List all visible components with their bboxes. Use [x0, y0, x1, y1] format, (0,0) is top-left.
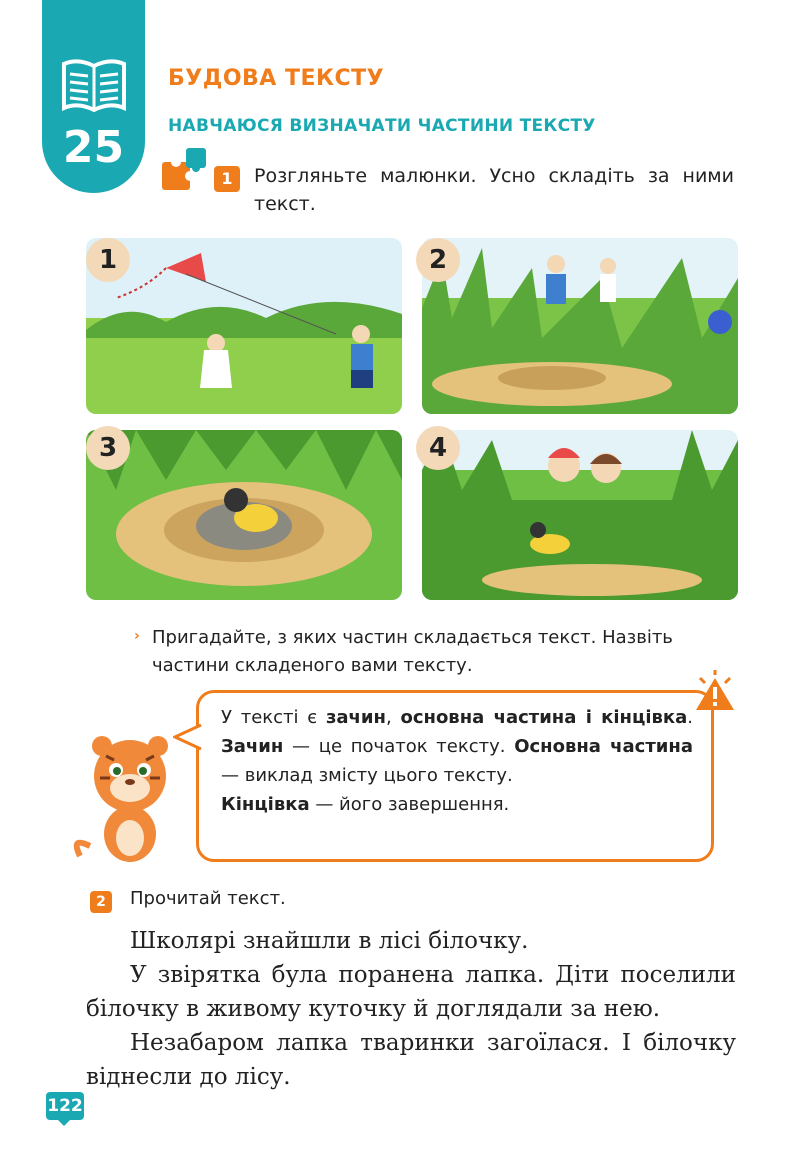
- chevron-right-icon: ›: [134, 628, 140, 644]
- illustration-bird-in-hat: [86, 430, 402, 600]
- warning-icon: [692, 670, 738, 712]
- prompt-text: Пригадайте, з яких частин складається текст. Назвіть частини складеного вами тексту.: [152, 627, 673, 676]
- picture-number: 2: [416, 238, 460, 282]
- task-instruction: Прочитай текст.: [130, 888, 286, 909]
- page-number: 122: [46, 1092, 84, 1120]
- story-paragraph: Школярі знайшли в лісі білочку.: [130, 928, 529, 954]
- lesson-subtitle: НАВЧАЮСЯ ВИЗНАЧАТИ ЧАСТИНИ ТЕКСТУ: [168, 116, 596, 136]
- story-text: [86, 924, 736, 1094]
- rule-box: [196, 690, 714, 862]
- puzzle-icon: [160, 148, 210, 194]
- task-number: 2: [90, 891, 112, 913]
- lesson-number: 25: [62, 122, 125, 173]
- illustration-hat-in-grass: [422, 238, 738, 414]
- section-title: БУДОВА ТЕКСТУ: [168, 66, 385, 91]
- picture-number: 3: [86, 426, 130, 470]
- tiger-mascot-icon: [70, 726, 190, 866]
- picture-number: 4: [416, 426, 460, 470]
- illustration-children-find-bird: [422, 430, 738, 600]
- page-number-tip: [56, 1118, 72, 1126]
- story-paragraph: Незабаром лапка тваринки загоїлася. І білочку віднесли до лісу.: [86, 1030, 736, 1090]
- story-paragraph: У звірятка була поранена лапка. Діти поселили білочку в живому куточку й доглядали за нею.: [86, 962, 736, 1022]
- task-number: 1: [214, 166, 240, 192]
- task-instruction: Розгляньте малюнки. Усно складіть за ними текст.: [254, 165, 734, 215]
- rule-text: У тексті є зачин, основна частина і кінцівка. Зачин — це початок тексту. Основна частина — виклад змісту цього тексту. Кінцівка — його завершення.: [221, 707, 693, 815]
- picture-number: 1: [86, 238, 130, 282]
- speech-bubble-tail: [173, 723, 203, 753]
- book-icon: [60, 58, 128, 114]
- lesson-tab: [42, 0, 145, 193]
- illustration-kite: [86, 238, 402, 414]
